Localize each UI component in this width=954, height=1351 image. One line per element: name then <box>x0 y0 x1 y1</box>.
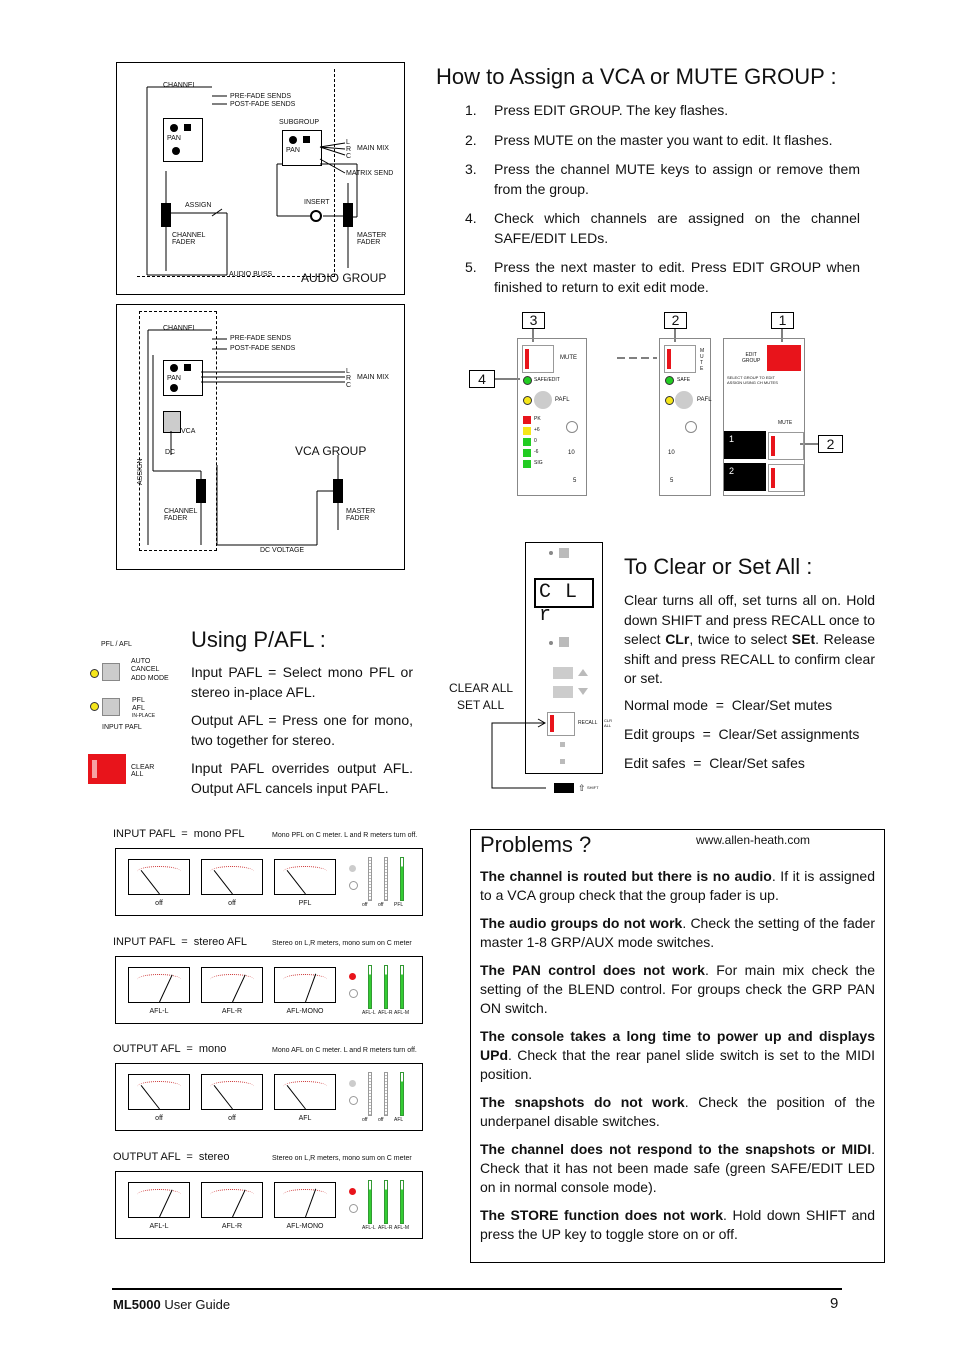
problem-item: The channel is routed but there is no audio. If it is assigned to a VCA group check that the group fader is up. <box>480 868 875 903</box>
pafl-paragraph-2: Output AFL = Press one for mono, two together for stereo. <box>191 712 413 748</box>
clear-all-label: CLEAR ALL <box>131 764 155 778</box>
problem-item: The STORE function does not work. Hold down SHIFT and press the UP key to toggle store on or off. <box>480 1207 875 1242</box>
bargraph-meter <box>368 1072 372 1116</box>
bargraph-label: AFL-L <box>362 1010 376 1016</box>
pan-label: PAN <box>286 147 300 154</box>
plus6-led <box>523 427 531 435</box>
footer-title: ML5000 User Guide <box>113 1297 231 1312</box>
auto-cancel-led <box>90 669 99 678</box>
vu-meter-label: off <box>155 1115 163 1122</box>
master-mute-button[interactable] <box>664 345 696 373</box>
pafl-led-indicator <box>349 1080 356 1087</box>
vu-meter-label: off <box>228 1115 236 1122</box>
audio-group-caption: AUDIO GROUP <box>301 271 387 285</box>
pre-fade-label: PRE-FADE SENDS <box>230 335 292 342</box>
pafl-diagram <box>86 636 181 788</box>
bargraph-label: off <box>378 902 384 908</box>
safe-edit-label: SAFE/EDIT <box>534 377 560 383</box>
bargraph-meter <box>384 1072 388 1116</box>
plus6-label: +6 <box>534 427 540 433</box>
vu-meter <box>128 1182 190 1218</box>
meter-row-note: Mono PFL on C meter. L and R meters turn off. <box>272 832 418 839</box>
master-fader-label: MASTER FADER <box>357 232 387 246</box>
clear-edit-safes: Edit safes = Clear/Set safes <box>624 755 805 771</box>
pafl-paragraph-3: Input PAFL overrides output AFL. Output AFL cancels input PAFL. <box>191 760 413 796</box>
post-fade-label: POST-FADE SENDS <box>230 345 296 352</box>
sig-led <box>523 460 531 468</box>
step-item: 1. Press EDIT GROUP. The key flashes. <box>465 102 729 118</box>
bargraph-meter <box>384 857 388 901</box>
clear-paragraph-1: Clear turns all off, set turns all on. Hold down SHIFT and press RECALL once to select CLr, twice to select SEt. Release shift and press RECALL to confirm clear or set. <box>624 592 875 686</box>
pafl-button[interactable] <box>534 391 552 409</box>
edit-group-label: EDIT GROUP <box>742 352 761 364</box>
safe-led <box>665 376 674 385</box>
meter-row-heading: INPUT PAFL = mono PFL <box>113 828 245 840</box>
master-1-mute-button[interactable] <box>768 432 804 460</box>
zero-label: 0 <box>534 438 537 444</box>
master-1-label: 1 <box>729 434 735 444</box>
edit-group-panel <box>723 338 805 496</box>
pre-fade-label: PRE-FADE SENDS <box>230 93 292 100</box>
vu-meter-label: AFL-MONO <box>286 1223 324 1230</box>
pafl-led-indicator <box>349 881 358 890</box>
callout-3: 3 <box>522 312 545 329</box>
minus6-led <box>523 449 531 457</box>
bargraph-label: AFL-L <box>362 1225 376 1231</box>
vu-meter <box>274 859 336 895</box>
matrix-send-label: MATRIX SEND <box>346 170 394 177</box>
pafl-led <box>665 396 674 405</box>
audio-buss-label: AUDIO BUSS <box>229 271 273 278</box>
bargraph-label: off <box>362 1117 368 1123</box>
clear-section-title: To Clear or Set All : <box>624 554 813 579</box>
meter-row-note: Mono AFL on C meter. L and R meters turn off. <box>272 1047 417 1054</box>
vu-meter <box>128 967 190 1003</box>
page-number: 9 <box>830 1295 839 1312</box>
insert-label: INSERT <box>304 199 330 206</box>
bargraph-meter <box>368 965 372 1009</box>
channel-strip <box>517 338 587 496</box>
master-strip <box>659 338 711 496</box>
problem-item: The PAN control does not work. For main mix check the setting of the BLEND control. For groups check the GRP PAN ON switch. <box>480 962 875 1016</box>
meter-row-heading: OUTPUT AFL = stereo <box>113 1151 230 1163</box>
shift-label: SHIFT <box>587 785 599 790</box>
channel-fader-label: CHANNEL FADER <box>172 232 206 246</box>
input-pafl-button[interactable] <box>102 698 120 716</box>
meter-row-note: Stereo on L,R meters, mono sum on C meter <box>272 940 412 947</box>
channel-label: CHANNEL <box>163 82 197 89</box>
mute-label: MUTE <box>560 355 577 361</box>
bargraph-label: off <box>362 902 368 908</box>
bargraph-label: AFL-R <box>378 1010 393 1016</box>
callout-1: 1 <box>771 312 794 329</box>
channel-fader-label: CHANNEL FADER <box>164 508 198 522</box>
lrc-label: L R C <box>346 139 352 160</box>
channel-mute-button[interactable] <box>522 345 554 373</box>
edit-group-panel-diagram <box>465 308 885 498</box>
bargraph-label: AFL <box>394 1117 404 1123</box>
pafl-paragraph-1: Input PAFL = Select mono PFL or stereo in-place AFL. <box>191 664 413 700</box>
vu-meter-label: off <box>228 900 236 907</box>
ten-label: 10 <box>568 450 575 456</box>
pfl-label: PFL <box>132 697 145 704</box>
vu-meter-label: AFL-R <box>221 1008 243 1015</box>
problem-item: The console takes a long time to power up and displays UPd. Check that the rear panel slide switch is set to the MIDI position. <box>480 1028 875 1082</box>
vu-meter <box>201 1074 263 1110</box>
clr-all-label: CLR ALL <box>604 718 613 728</box>
post-fade-label: POST-FADE SENDS <box>230 101 296 108</box>
master-2-label: 2 <box>729 466 735 476</box>
lrc-label: L R C <box>346 368 352 389</box>
safe-edit-led <box>523 376 532 385</box>
vu-meter <box>201 967 263 1003</box>
pafl-button[interactable] <box>675 391 693 409</box>
meter-panel <box>115 1063 423 1131</box>
auto-cancel-button[interactable] <box>102 663 120 681</box>
select-group-note: SELECT GROUP TO EDIT ASSIGN USING CH MUTES <box>727 375 778 385</box>
add-mode-label: ADD MODE <box>131 675 169 682</box>
main-mix-label: MAIN MIX <box>357 374 389 381</box>
pafl-label: PAFL <box>697 397 712 403</box>
vu-meter <box>201 859 263 895</box>
vca-section-title: How to Assign a VCA or MUTE GROUP : <box>436 64 837 89</box>
five-label: 5 <box>573 478 577 484</box>
pafl-led-indicator <box>349 1204 358 1213</box>
vca-group-wiring <box>117 305 406 571</box>
master-2-mute-button[interactable] <box>768 464 804 492</box>
bargraph-meter <box>400 1072 404 1116</box>
dc-voltage-label: DC VOLTAGE <box>260 547 305 554</box>
master-fader-label: MASTER FADER <box>346 508 376 522</box>
step-item: 2. Press MUTE on the master you want to edit. It flashes. <box>465 131 833 148</box>
ten-label: 10 <box>668 450 675 456</box>
afl-label: AFL <box>132 705 145 712</box>
vca-group-diagram <box>116 304 405 570</box>
step-item: 4. Check which channels are assigned on the channel SAFE/EDIT LEDs. <box>465 210 860 246</box>
pafl-led <box>523 396 532 405</box>
step-item: 3. Press the channel MUTE keys to assign or remove them from the group. <box>465 161 860 197</box>
pafl-led-indicator <box>349 973 356 980</box>
bargraph-label: AFL-M <box>394 1225 409 1231</box>
bargraph-label: AFL-M <box>394 1010 409 1016</box>
footer-rule <box>112 1288 842 1290</box>
pafl-led-indicator <box>349 865 356 872</box>
mute-label: MUTE <box>778 420 793 426</box>
vca-steps-list <box>437 101 860 307</box>
callout-2b: 2 <box>818 435 843 453</box>
pafl-section-title: Using P/AFL : <box>191 627 326 652</box>
meter-panel <box>115 848 423 916</box>
problem-item: The audio groups do not work. Check the setting of the fader master 1-8 GRP/AUX mode switches. <box>480 915 875 950</box>
clear-all-button[interactable] <box>88 754 126 784</box>
pk-label: PK <box>534 416 541 422</box>
bargraph-meter <box>400 965 404 1009</box>
problem-item: The channel does not respond to the snapshots or MIDI. Check that it has not been made safe (green SAFE/EDIT LED on in normal console mode). <box>480 1141 875 1195</box>
assign-label: ASSIGN <box>185 202 212 209</box>
bargraph-label: PFL <box>394 902 404 908</box>
vu-meter-label: AFL-MONO <box>286 1008 324 1015</box>
vu-meter-label: AFL <box>298 1115 312 1122</box>
meter-row-heading: OUTPUT AFL = mono <box>113 1043 227 1055</box>
problems-title: Problems ? <box>480 832 592 857</box>
bargraph-label: off <box>378 1117 384 1123</box>
shift-arrow-icon: ⇧ <box>578 783 586 793</box>
audio-group-diagram <box>116 62 405 295</box>
vu-meter <box>274 1182 336 1218</box>
vu-meter <box>274 967 336 1003</box>
channel-label: CHANNEL <box>163 325 197 332</box>
sig-label: SIG <box>534 460 543 466</box>
vu-meter-label: AFL-L <box>149 1223 169 1230</box>
set-all-label: SET ALL <box>457 698 505 712</box>
meter-panel <box>115 1171 423 1239</box>
website-url[interactable]: www.allen-heath.com <box>696 833 811 847</box>
pafl-led-indicator <box>349 1096 358 1105</box>
vu-meter <box>201 1182 263 1218</box>
vu-meter-label: PFL <box>298 900 312 907</box>
vca-group-caption: VCA GROUP <box>295 444 367 458</box>
five-label: 5 <box>670 478 674 484</box>
auto-label: AUTO <box>131 658 151 665</box>
vu-meter-label: AFL-L <box>149 1008 169 1015</box>
lcd-text: C L r <box>539 581 579 627</box>
screw-icon <box>685 421 697 433</box>
callout-2: 2 <box>664 312 687 329</box>
bargraph-label: AFL-R <box>378 1225 393 1231</box>
pafl-label: PAFL <box>555 397 570 403</box>
vu-meter <box>128 1074 190 1110</box>
vu-meter <box>128 859 190 895</box>
vca-label: VCA <box>181 428 196 435</box>
meter-row-note: Stereo on L,R meters, mono sum on C meter <box>272 1155 412 1162</box>
vu-meter-label: off <box>155 900 163 907</box>
audio-group-wiring <box>117 63 406 296</box>
minus6-label: -6 <box>534 449 539 455</box>
in-place-label: IN-PLACE <box>132 713 156 719</box>
problems-list <box>480 867 875 1253</box>
input-pafl-label: INPUT PAFL <box>102 724 142 731</box>
dc-label: DC <box>165 449 176 456</box>
screw-icon <box>566 421 578 433</box>
bargraph-meter <box>368 857 372 901</box>
meter-row-heading: INPUT PAFL = stereo AFL <box>113 936 247 948</box>
callout-4: 4 <box>469 370 495 388</box>
vu-meter <box>274 1074 336 1110</box>
recall-label: RECALL <box>578 720 598 726</box>
pan-label: PAN <box>167 375 181 382</box>
mute-vertical-label: M U T E <box>700 348 705 372</box>
bargraph-meter <box>384 965 388 1009</box>
meter-panel <box>115 956 423 1024</box>
problem-item: The snapshots do not work. Check the position of the underpanel disable switches. <box>480 1094 876 1129</box>
bargraph-meter <box>400 1180 404 1224</box>
clear-all-label: CLEAR ALL <box>449 681 514 695</box>
pan-label: PAN <box>167 135 181 142</box>
pfl-afl-label: PFL / AFL <box>101 641 132 648</box>
bargraph-meter <box>400 857 404 901</box>
pk-led <box>523 416 531 424</box>
cancel-label: CANCEL <box>131 666 160 673</box>
assign-label: ASSIGN <box>137 458 144 485</box>
subgroup-label: SUBGROUP <box>279 119 320 126</box>
bargraph-meter <box>368 1180 372 1224</box>
safe-label: SAFE <box>677 377 691 383</box>
clear-set-diagram <box>448 540 618 800</box>
zero-led <box>523 438 531 446</box>
main-mix-label: MAIN MIX <box>357 145 389 152</box>
edit-group-button[interactable] <box>767 345 801 371</box>
input-pafl-led <box>90 702 99 711</box>
clear-edit-groups: Edit groups = Clear/Set assignments <box>624 726 860 742</box>
vu-meter-label: AFL-R <box>221 1223 243 1230</box>
bargraph-meter <box>384 1180 388 1224</box>
pafl-led-indicator <box>349 989 358 998</box>
step-item: 5. Press the next master to edit. Press EDIT GROUP when finished to return to exit edit mode. <box>465 259 860 295</box>
clear-normal-mode: Normal mode = Clear/Set mutes <box>624 697 833 713</box>
pafl-led-indicator <box>349 1188 356 1195</box>
